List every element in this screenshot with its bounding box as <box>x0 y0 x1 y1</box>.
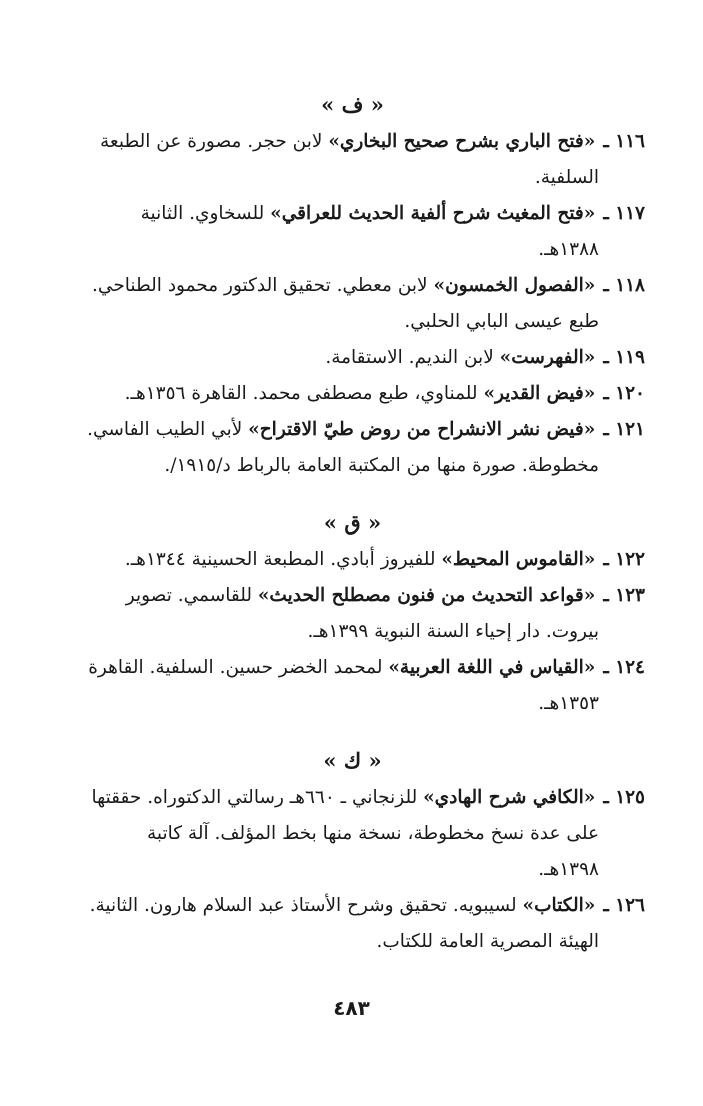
entry-details: للسخاوي. الثانية <box>140 203 271 224</box>
entry-details: للمناوي، طبع مصطفى محمد. القاهرة ١٣٥٦هـ. <box>124 383 484 404</box>
entry-123 <box>60 578 645 614</box>
entry-continuation: ١٣٥٣هـ. <box>538 693 599 714</box>
entry-title: «قواعد التحديث من فنون مصطلح الحديث» <box>257 585 596 606</box>
entry-title: «فتح المغيث شرح ألفية الحديث للعراقي» <box>270 203 596 224</box>
section-heading-qaf: « ق » <box>323 510 382 535</box>
entry-125 <box>60 780 645 816</box>
entry-details: لابن معطي. تحقيق الدكتور محمود الطناحي. <box>92 275 434 296</box>
entry-number: ١٢٥ ـ <box>603 787 645 808</box>
entry-117 <box>60 196 645 232</box>
entry-title: «فيض القدير» <box>483 383 596 404</box>
entry-continuation: الهيئة المصرية العامة للكتاب. <box>376 931 599 952</box>
entry-number: ١١٩ ـ <box>603 347 645 368</box>
entry-title: «الفصول الخمسون» <box>433 275 596 296</box>
entry-title: «الفهرست» <box>499 347 596 368</box>
entry-continuation: مخطوطة. صورة منها من المكتبة العامة بالرباط د/١٩١٥/. <box>164 455 599 476</box>
section-heading-kaf: « ك » <box>323 748 382 773</box>
entry-continuation: ١٣٩٨هـ. <box>538 859 599 880</box>
entry-details: لمحمد الخضر حسين. السلفية. القاهرة <box>88 657 389 678</box>
entry-number: ١٢١ ـ <box>603 419 645 440</box>
entry-title: «القياس في اللغة العربية» <box>388 657 596 678</box>
bibliography-page <box>60 88 645 960</box>
entry-continuation: طبع عيسى البابي الحلبي. <box>404 311 599 332</box>
section-heading-fa: « ف » <box>321 92 384 117</box>
entry-details: لابن النديم. الاستقامة. <box>325 347 500 368</box>
entry-number: ١٢٢ ـ <box>603 549 645 570</box>
entry-title: «الكافي شرح الهادي» <box>423 787 596 808</box>
entry-details: لابن حجر. مصورة عن الطبعة <box>100 131 329 152</box>
entry-122 <box>60 542 645 578</box>
entry-details: للفيروز أبادي. المطبعة الحسينية ١٣٤٤هـ. <box>124 549 442 570</box>
entry-119 <box>60 340 645 376</box>
entry-continuation: على عدة نسخ مخطوطة، نسخة منها بخط المؤلف. آلة كاتبة <box>146 823 599 844</box>
entry-title: «القاموس المحيط» <box>441 549 596 570</box>
entry-continuation: ١٣٨٨هـ. <box>538 239 599 260</box>
entry-120 <box>60 376 645 412</box>
entry-title: «فيض نشر الانشراح من روض طيّ الاقتراح» <box>248 419 596 440</box>
entry-details: لأبي الطيب الفاسي. <box>87 419 249 440</box>
page-number: ٤٨٣ <box>333 996 370 1020</box>
entry-118 <box>60 268 645 304</box>
entry-126 <box>60 888 645 924</box>
entry-number: ١٢٣ ـ <box>603 585 645 606</box>
entry-number: ١١٦ ـ <box>603 131 645 152</box>
entry-continuation: بيروت. دار إحياء السنة النبوية ١٣٩٩هـ. <box>307 621 599 642</box>
entry-title: «فتح الباري بشرح صحيح البخاري» <box>328 131 596 152</box>
entry-121 <box>60 412 645 448</box>
entry-details: للزنجاني ـ ٦٦٠هـ رسالتي الدكتوراه. حققتها <box>91 787 424 808</box>
entry-116 <box>60 124 645 160</box>
entry-details: للقاسمي. تصوير <box>125 585 258 606</box>
entry-number: ١٢٤ ـ <box>603 657 645 678</box>
entry-number: ١٢٦ ـ <box>603 895 645 916</box>
entry-title: «الكتاب» <box>522 895 596 916</box>
entry-number: ١١٨ ـ <box>603 275 645 296</box>
entry-number: ١٢٠ ـ <box>603 383 645 404</box>
entry-details: لسيبويه. تحقيق وشرح الأستاذ عبد السلام هارون. الثانية. <box>89 895 523 916</box>
entry-number: ١١٧ ـ <box>603 203 645 224</box>
entry-124 <box>60 650 645 686</box>
entry-continuation: السلفية. <box>534 167 599 188</box>
